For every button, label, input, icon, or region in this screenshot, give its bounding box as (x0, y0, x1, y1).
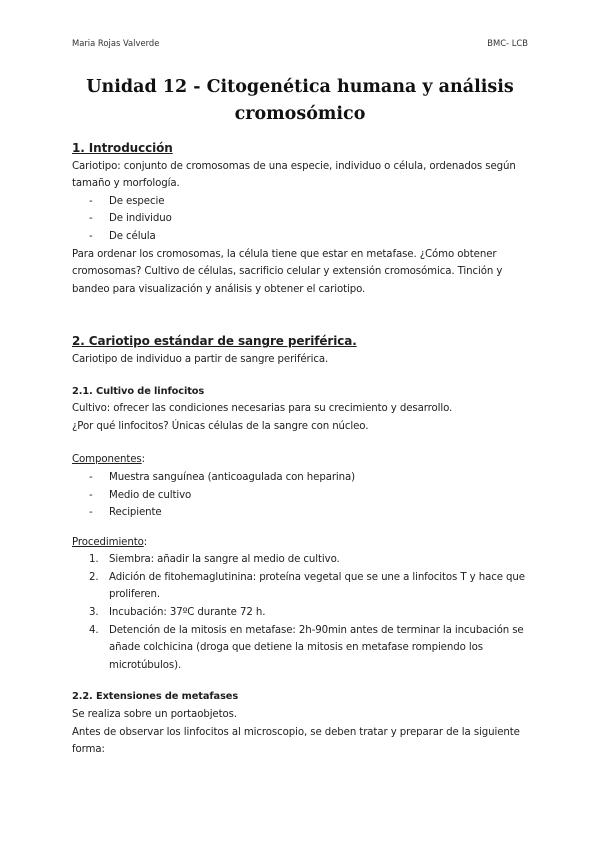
step-number: 3. (89, 607, 99, 619)
karyotype-definition: Cariotipo: conjunto de cromosomas de una especie, individuo o célula, ordenados según tamaño y morfología. (72, 160, 516, 190)
procedure-step (72, 569, 532, 604)
procedure-steps (72, 551, 532, 674)
list-item: - Recipiente (72, 504, 532, 522)
step-number: 1. (89, 554, 99, 566)
header-author: Maria Rojas Valverde (72, 38, 160, 48)
lymphocytes-question: ¿Por qué linfocitos? Únicas células de la sangre con núcleo. (72, 420, 369, 432)
components-label-line: Componentes: (72, 454, 145, 466)
list-item: - De especie (72, 193, 532, 211)
procedure-label: Procedimiento (72, 536, 144, 548)
section-2-heading: 2. Cariotipo estándar de sangre periférica. (72, 334, 357, 349)
karyotype-types-list (72, 193, 532, 246)
list-item: - De individuo (72, 210, 532, 228)
title-line-1: Unidad 12 - Citogenética humana y análisis (86, 77, 514, 97)
step-number: 4. (89, 624, 99, 636)
slide-line: Se realiza sobre un portaobjetos. (72, 709, 237, 721)
subsection-2-1-heading: 2.1. Cultivo de linfocitos (72, 385, 205, 397)
header-course: BMC- LCB (487, 38, 528, 48)
procedure-step (72, 622, 532, 675)
step-text: Siembra: añadir la sangre al medio de cultivo. (109, 554, 340, 566)
step-number: 2. (89, 571, 99, 583)
document-body (72, 140, 532, 759)
step-text: Incubación: 37ºC durante 72 h. (109, 607, 266, 619)
preparation-line: Antes de observar los linfocitos al microscopio, se deben tratar y preparar de la siguiente forma: (72, 726, 520, 756)
intro-paragraph: Para ordenar los cromosomas, la célula tiene que estar en metafase. ¿Cómo obtener cromosomas? Cultivo de células, sacrificio celular y extensión cromosómica. Tinción y bandeo para visualización y análisis y obtener el cariotipo. (72, 248, 503, 295)
procedure-step (72, 551, 532, 569)
components-label: Componentes (72, 454, 142, 466)
title-line-2: cromosómico (234, 104, 366, 124)
procedure-step (72, 604, 532, 622)
culture-definition: Cultivo: ofrecer las condiciones necesarias para su crecimiento y desarrollo. (72, 403, 453, 415)
components-list (72, 469, 532, 522)
subsection-2-2-heading: 2.2. Extensiones de metafases (72, 691, 239, 703)
list-item: - De célula (72, 228, 532, 246)
list-item: - Medio de cultivo (72, 487, 532, 505)
list-item: - Muestra sanguínea (anticoagulada con heparina) (72, 469, 532, 487)
section-1-heading: 1. Introducción (72, 141, 173, 155)
document-title (60, 74, 540, 128)
section-2-intro: Cariotipo de individuo a partir de sangre periférica. (72, 353, 329, 365)
step-text: Adición de fitohemaglutinina: proteína vegetal que se une a linfocitos T y hace que proliferen. (109, 571, 525, 601)
step-text: Detención de la mitosis en metafase: 2h-90min antes de terminar la incubación se añade colchicina (droga que detiene la mitosis en metafase rompiendo los microtúbulos). (109, 624, 524, 671)
procedure-label-line: Procedimiento: (72, 536, 148, 548)
